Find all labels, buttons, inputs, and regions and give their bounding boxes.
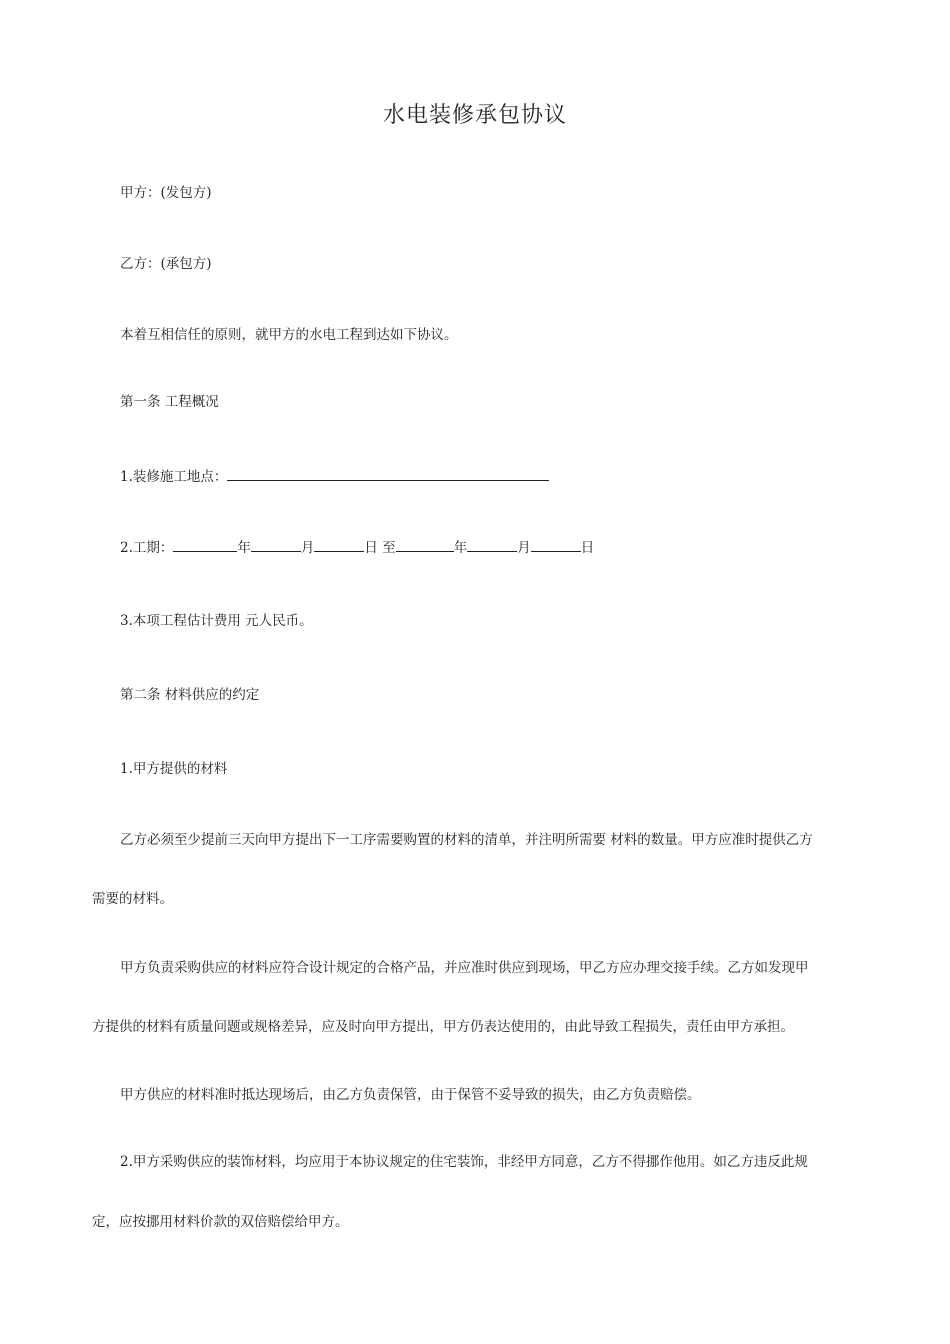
site-location-label: 1.装修施工地点： xyxy=(120,469,228,485)
article-2-heading: 第二条 材料供应的约定 xyxy=(120,687,260,703)
estimated-cost-line: 3.本项工程估计费用 元人民币。 xyxy=(120,613,313,629)
materials-paragraph-3: 甲方供应的材料准时抵达现场后，由乙方负责保管，由于保管不妥导致的损失，由乙方负责赔偿。 xyxy=(120,1087,701,1103)
end-year-unit: 年 xyxy=(453,540,468,556)
start-year-unit: 年 xyxy=(237,540,251,556)
intro-paragraph: 本着互相信任的原则，就甲方的水电工程到达如下协议。 xyxy=(120,327,458,343)
end-day-blank[interactable] xyxy=(531,537,581,552)
site-location-line xyxy=(120,466,549,487)
start-month-unit: 月 xyxy=(300,540,315,556)
materials-paragraph-2-line-2: 方提供的材料有质量问题或规格差异，应及时向甲方提出，甲方仍表达使用的，由此导致工程损失，责任由甲方承担。 xyxy=(92,1019,794,1035)
materials-item-2-line-1: 2.甲方采购供应的装饰材料，均应用于本协议规定的住宅装饰，非经甲方同意，乙方不得挪作他用。如乙方违反此规 xyxy=(120,1154,808,1170)
end-month-blank[interactable] xyxy=(467,537,517,552)
start-day-unit: 日 至 xyxy=(364,540,396,556)
schedule-label: 2.工期： xyxy=(120,540,174,556)
materials-item-2-line-2: 定，应按挪用材料价款的双倍赔偿给甲方。 xyxy=(92,1214,349,1230)
party-a-materials-heading: 1.甲方提供的材料 xyxy=(120,761,228,777)
materials-paragraph-1-line-2: 需要的材料。 xyxy=(92,891,173,907)
document-title: 水电装修承包协议 xyxy=(382,103,567,128)
materials-paragraph-2-line-1: 甲方负责采购供应的材料应符合设计规定的合格产品，并应准时供应到现场，甲乙方应办理交接手续。乙方如发现甲 xyxy=(120,960,809,976)
party-b-line: 乙方：(承包方) xyxy=(120,256,212,272)
site-location-blank[interactable] xyxy=(227,466,549,481)
end-month-unit: 月 xyxy=(517,540,531,556)
start-day-blank[interactable] xyxy=(314,537,364,552)
end-day-unit: 日 xyxy=(580,540,595,556)
schedule-line xyxy=(120,537,594,558)
party-a-line: 甲方：(发包方) xyxy=(120,185,212,201)
start-month-blank[interactable] xyxy=(251,537,301,552)
materials-paragraph-1-line-1: 乙方必须至少提前三天向甲方提出下一工序需要购置的材料的清单，并注明所需要 材料的数量。甲方应准时提供乙方 xyxy=(120,832,813,848)
end-year-blank[interactable] xyxy=(396,537,454,552)
article-1-heading: 第一条 工程概况 xyxy=(120,394,219,410)
start-year-blank[interactable] xyxy=(173,537,237,552)
